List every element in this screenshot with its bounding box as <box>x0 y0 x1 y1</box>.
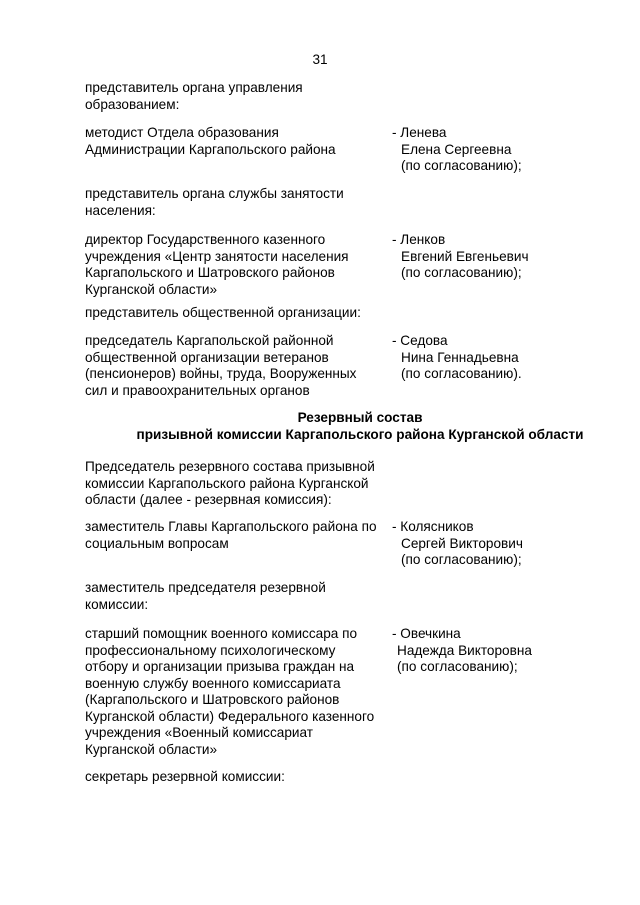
text-line: председатель Каргапольской районной <box>85 333 334 348</box>
text-line: представитель общественной организации: <box>85 305 361 320</box>
text-line: населения: <box>85 202 156 218</box>
text-line: (по согласованию). <box>401 366 522 381</box>
text-line: старший помощник военного комиссара по <box>85 626 358 641</box>
text-line: сил и правоохранительных органов <box>85 382 310 398</box>
text-line: секретарь резервной комиссии: <box>85 769 285 784</box>
text-line: Евгений Евгеньевич <box>401 248 529 264</box>
text-line: Сергей Викторович <box>401 535 523 551</box>
text-line: комиссии: <box>85 596 149 612</box>
section-heading <box>60 410 640 443</box>
text-line: методист Отдела образования <box>85 125 279 140</box>
member-name <box>392 333 522 383</box>
text-line: образованием: <box>85 96 180 112</box>
text-line: Председатель резервного состава призывной <box>85 459 375 474</box>
text-line: заместитель Главы Каргапольского района по <box>85 519 377 534</box>
text-line: (по согласованию); <box>401 265 522 280</box>
text-line: (Каргапольского и Шатровского районов <box>85 692 340 707</box>
text-line: заместитель председателя резервной <box>85 580 326 595</box>
text-line: Елена Сергеевна <box>401 141 512 157</box>
text-line: отбору и организации призыва граждан на <box>85 659 355 674</box>
text-line: - Ленева <box>392 125 447 140</box>
section-caption-employment <box>85 186 344 219</box>
text-line: социальным вопросам <box>85 535 229 551</box>
section-caption-reserve-chair <box>85 459 375 509</box>
text-line: Курганской области) Федерального казенного <box>85 708 375 724</box>
member-name <box>392 626 532 676</box>
text-line: представитель органа управления <box>85 80 303 95</box>
text-line: (по согласованию); <box>401 552 522 567</box>
page-number: 31 <box>312 52 328 67</box>
member-position <box>85 125 336 158</box>
text-line: Нина Геннадьевна <box>401 349 519 365</box>
text-line: директор Государственного казенного <box>85 232 326 247</box>
text-line: Администрации Каргапольского района <box>85 141 336 157</box>
text-line: комиссии Каргапольского района Курганской <box>85 475 369 491</box>
member-name <box>392 232 529 282</box>
text-line: учреждения «Военный комиссариат <box>85 725 313 740</box>
text-line: представитель органа службы занятости <box>85 186 344 201</box>
text-line: учреждения «Центр занятости населения <box>85 248 349 264</box>
text-line: (по согласованию); <box>401 158 522 173</box>
text-line: общественной организации ветеранов <box>85 349 329 365</box>
section-caption-public-org <box>85 305 361 322</box>
member-name <box>392 125 522 175</box>
member-position <box>85 232 349 298</box>
text-line: (по согласованию); <box>397 659 518 674</box>
member-position <box>85 333 356 399</box>
text-line: - Овечкина <box>392 626 461 641</box>
text-line: профессиональному психологическому <box>85 642 336 658</box>
text-line: Надежда Викторовна <box>397 642 532 658</box>
heading-line: Резервный состав <box>297 410 423 425</box>
member-position <box>85 519 377 552</box>
section-caption-deputy <box>85 580 326 613</box>
section-caption-education <box>85 80 303 113</box>
heading-line: призывной комиссии Каргапольского района Курганской области <box>136 426 584 442</box>
text-line: - Колясников <box>392 519 474 534</box>
text-line: военную службу военного комиссариата <box>85 675 341 691</box>
member-name <box>392 519 523 569</box>
text-line: - Ленков <box>392 232 446 247</box>
text-line: (пенсионеров) войны, труда, Вооруженных <box>85 366 357 381</box>
section-caption-secretary <box>85 769 285 786</box>
text-line: Каргапольского и Шатровского районов <box>85 265 335 280</box>
text-line: Курганской области» <box>85 281 218 297</box>
text-line: - Седова <box>392 333 448 348</box>
text-line: области (далее - резервная комиссия): <box>85 492 332 507</box>
text-line: Курганской области» <box>85 741 218 757</box>
member-position <box>85 626 374 758</box>
